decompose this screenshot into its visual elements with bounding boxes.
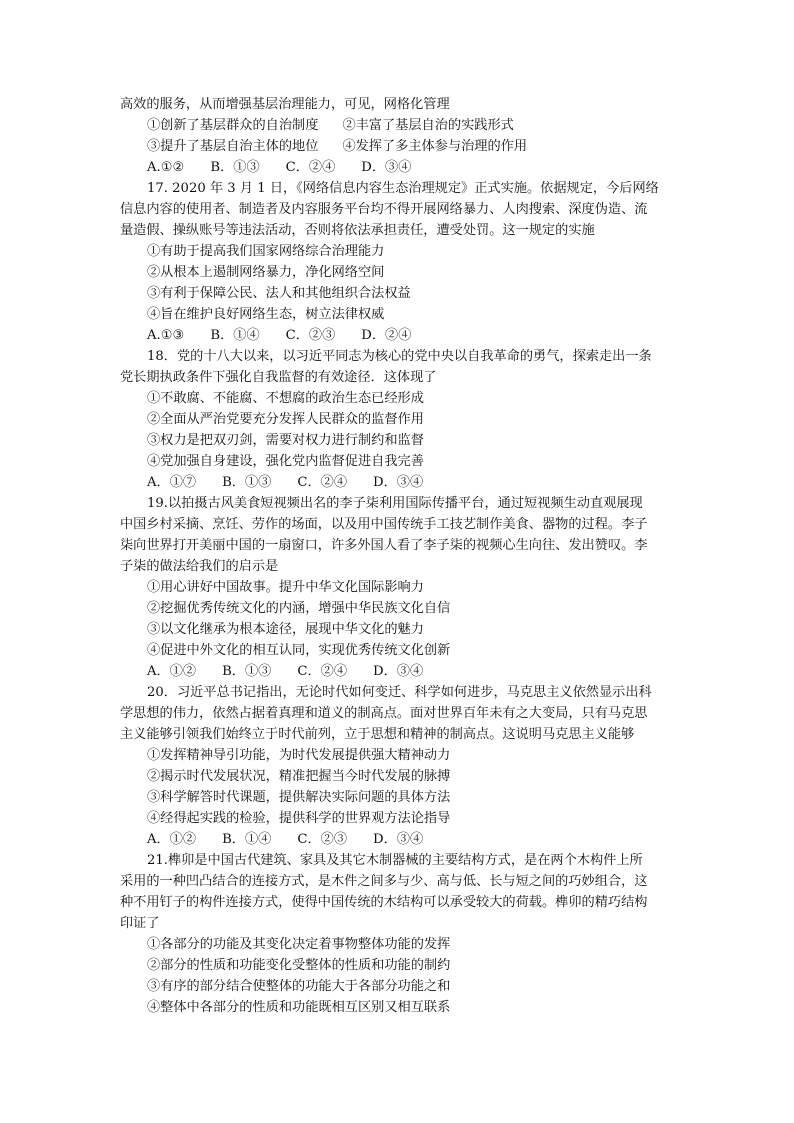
choice-c: C．②③ — [297, 832, 348, 847]
q21-option-1: ①各部分的功能及其变化决定着事物整体功能的发挥 — [147, 937, 451, 952]
q18-option-1: ①不敢腐、不能腐、不想腐的政治生态已经形成 — [147, 391, 424, 406]
q17-stem-line: 量造假、操纵账号等违法活动，否则将依法承担责任，遭受处罚。这一规定的实施 — [120, 223, 595, 238]
q21-stem-line: 印证了 — [120, 916, 160, 931]
q17-option-2: ②从根本上遏制网络暴力，净化网络空间 — [147, 265, 385, 280]
q21-stem-line: 种不用钉子的构件连接方式，使得中国传统的木结构可以承受较大的荷载。榫卯的精巧结构 — [120, 895, 648, 910]
q19-stem-line: 子柒的做法给我们的启示是 — [120, 559, 279, 574]
choice-a: A．①⑦ — [147, 475, 197, 490]
choice-a: A．①② — [147, 664, 197, 679]
choice-c: C．②④ — [285, 160, 336, 175]
q18-stem-line: 18．党的十八大以来，以习近平同志为核心的党中央以自我革命的勇气，探索走出一条 — [147, 349, 652, 364]
q20-option-1: ①发挥精神导引功能，为时代发展提供强大精神动力 — [147, 748, 451, 763]
choice-a: A.①② — [147, 160, 185, 175]
q20-option-2: ②揭示时代发展状况，精准把握当今时代发展的脉搏 — [147, 769, 451, 784]
q16-option-4: ④发挥了多主体参与治理的作用 — [342, 139, 528, 154]
q18-option-3: ③权力是把双刃剑，需要对权力进行制约和监督 — [147, 433, 424, 448]
choice-d: D．③④ — [373, 475, 424, 490]
q17-option-1: ①有助于提高我们国家网络综合治理能力 — [147, 244, 385, 259]
q19-option-1: ①用心讲好中国故事。提升中华文化国际影响力 — [147, 580, 424, 595]
q17-choices — [120, 325, 680, 346]
choice-a: A．①② — [147, 832, 197, 847]
choice-c: C．②③ — [285, 328, 336, 343]
q19-stem-line: 中国乡村采摘、烹饪、劳作的场面，以及用中国传统手工技艺制作美食、器物的过程。李子 — [120, 517, 648, 532]
q21-stem-line: 21.榫卯是中国古代建筑、家具及其它木制器械的主要结构方式，是在两个木构件上所 — [147, 853, 643, 868]
q21-stem-line: 采用的一种凹凸结合的连接方式，是木件之间多与少、高与低、长与短之间的巧妙组合，这 — [120, 874, 648, 889]
q16-options-row — [120, 136, 680, 157]
q20-option-3: ③科学解答时代课题，提供解决实际问题的具体方法 — [147, 790, 451, 805]
choice-b: B．①③ — [222, 475, 272, 490]
q21-option-3: ③有序的部分结合使整体的功能大于各部分功能之和 — [147, 979, 451, 994]
q21-option-2: ②部分的性质和功能变化受整体的性质和功能的制约 — [147, 958, 451, 973]
q18-choices — [120, 472, 680, 493]
q20-stem-line: 主义能够引领我们始终立于时代前列，立于思想和精神的制高点。这说明马克思主义能够 — [120, 727, 635, 742]
q17-stem-line: 信息内容的使用者、制造者及内容服务平台均不得开展网络暴力、人肉搜索、深度伪造、流 — [120, 202, 648, 217]
choice-b: B．①④ — [222, 832, 272, 847]
q19-stem-line: 19.以拍摄古风美食短视频出名的李子柒利用国际传播平台，通过短视频生动直观展现 — [147, 496, 643, 511]
q20-stem-line: 学思想的伟力，依然占据着真理和道义的制高点。面对世界百年未有之大变局，只有马克思 — [120, 706, 648, 721]
q19-option-3: ③以文化继承为根本途径，展现中华文化的魅力 — [147, 622, 424, 637]
q18-option-4: ④党加强自身建设，强化党内监督促进自我完善 — [147, 454, 424, 469]
choice-b: B．①③ — [210, 160, 260, 175]
choice-b: B．①④ — [210, 328, 260, 343]
q19-choices — [120, 661, 680, 682]
choice-b: B．①③ — [222, 664, 272, 679]
q17-option-3: ③有利于保障公民、法人和其他组织合法权益 — [147, 286, 411, 301]
q17-stem-line: 17. 2020 年 3 月 1 日，《网络信息内容生态治理规定》正式实施。依据规定，今后网络 — [147, 181, 659, 196]
choice-d: D．③④ — [373, 664, 424, 679]
q17-option-4: ④旨在维护良好网络生态，树立法律权威 — [147, 307, 385, 322]
q18-option-2: ②全面从严治党要充分发挥人民群众的监督作用 — [147, 412, 424, 427]
question-content — [120, 94, 680, 1018]
choice-c: C．②④ — [297, 664, 348, 679]
q20-choices — [120, 829, 680, 850]
q19-option-2: ②挖掘优秀传统文化的内涵，增强中华民族文化自信 — [147, 601, 451, 616]
q19-stem-line: 柒向世界打开美丽中国的一扇窗口，许多外国人看了李子柒的视频心生向往、发出赞叹。李 — [120, 538, 648, 553]
choice-a: A.①③ — [147, 328, 185, 343]
q16-choices — [120, 157, 680, 178]
q16-option-2: ②丰富了基层自治的实践形式 — [342, 118, 514, 133]
q20-option-4: ④经得起实践的检验，提供科学的世界观方法论指导 — [147, 811, 451, 826]
choice-c: C．②④ — [297, 475, 348, 490]
q20-stem-line: 20．习近平总书记指出，无论时代如何变迁、科学如何进步，马克思主义依然显示出科 — [147, 685, 652, 700]
choice-d: D．③④ — [361, 160, 412, 175]
q21-option-4: ④整体中各部分的性质和功能既相互区别又相互联系 — [147, 1000, 451, 1015]
choice-d: D．②④ — [361, 328, 412, 343]
q16-options-row — [120, 115, 680, 136]
q19-option-4: ④促进中外文化的相互认同，实现优秀传统文化创新 — [147, 643, 451, 658]
q18-stem-line: 党长期执政条件下强化自我监督的有效途径．这体现了 — [120, 370, 437, 385]
choice-d: D．③④ — [373, 832, 424, 847]
q16-option-3: ③提升了基层自治主体的地位 — [147, 139, 319, 154]
q16-option-1: ①创新了基层群众的自治制度 — [147, 118, 319, 133]
q16-stem-line: 高效的服务，从而增强基层治理能力，可见，网格化管理 — [120, 97, 450, 112]
